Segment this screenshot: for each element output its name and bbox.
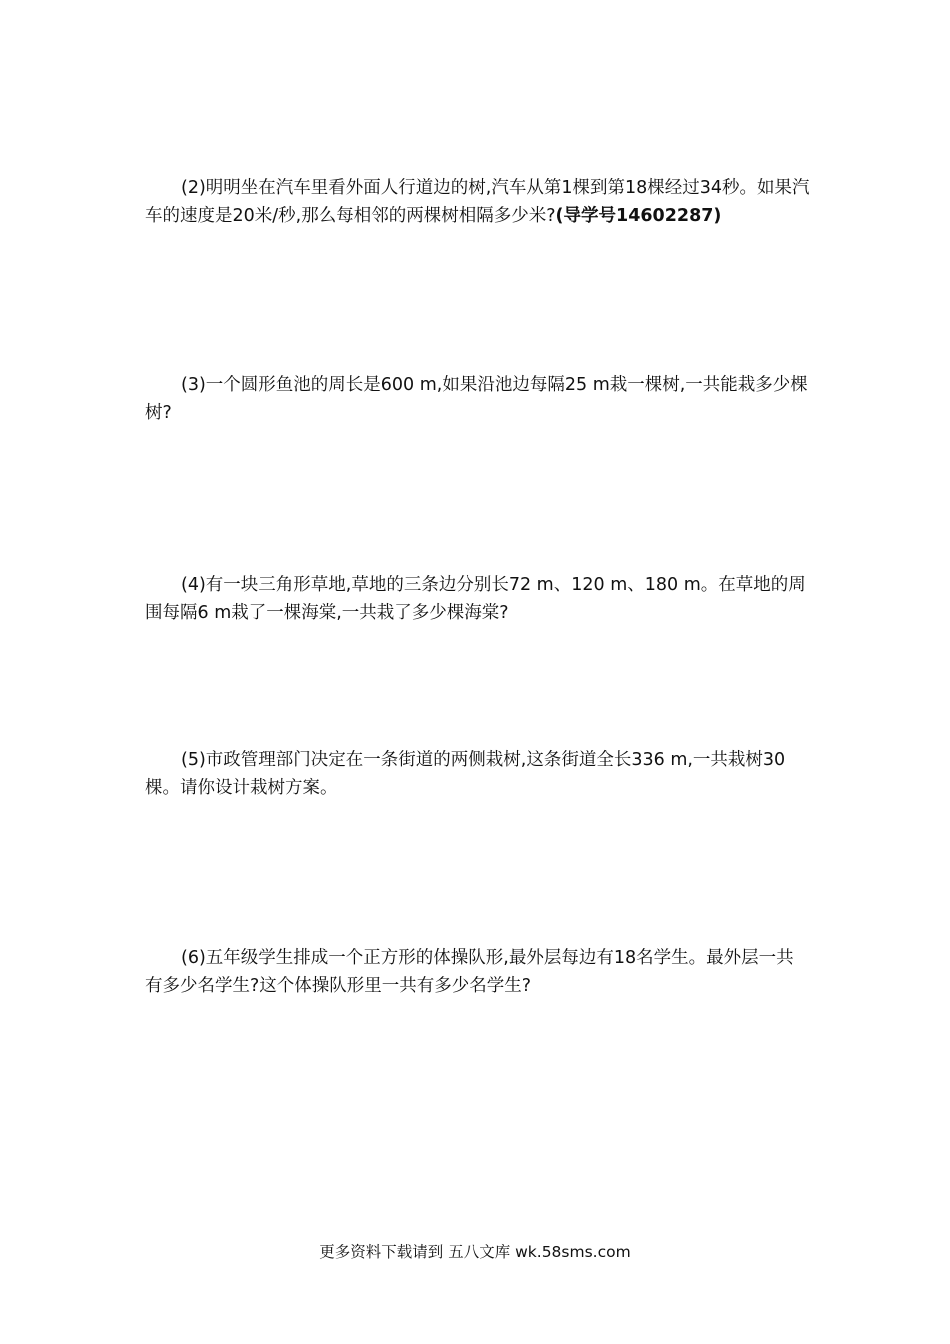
question-5 <box>145 746 810 802</box>
question-4 <box>145 571 810 627</box>
question-5-text: (5)市政管理部门决定在一条街道的两侧栽树,这条街道全长336 m,一共栽树30棵。请你设计栽树方案。 <box>145 750 786 798</box>
question-3-text: (3)一个圆形鱼池的周长是600 m,如果沿池边每隔25 m栽一棵树,一共能栽多少棵树? <box>145 375 808 423</box>
question-3 <box>145 371 810 427</box>
question-4-text: (4)有一块三角形草地,草地的三条边分别长72 m、120 m、180 m。在草地的周围每隔6 m栽了一棵海棠,一共栽了多少棵海棠? <box>145 575 806 623</box>
question-2-text: (2)明明坐在汽车里看外面人行道边的树,汽车从第1棵到第18棵经过34秒。如果汽车的速度是20米/秒,那么每相邻的两棵树相隔多少米? <box>145 178 810 226</box>
footer-text: 更多资料下载请到 五八文库 wk.58sms.com <box>319 1243 631 1261</box>
question-6-text: (6)五年级学生排成一个正方形的体操队形,最外层每边有18名学生。最外层一共有多少名学生?这个体操队形里一共有多少名学生? <box>145 948 794 996</box>
question-2-reference-number: (导学号14602287) <box>555 206 722 226</box>
question-6 <box>145 944 810 1000</box>
question-2 <box>145 174 810 230</box>
page-footer <box>0 1240 950 1264</box>
